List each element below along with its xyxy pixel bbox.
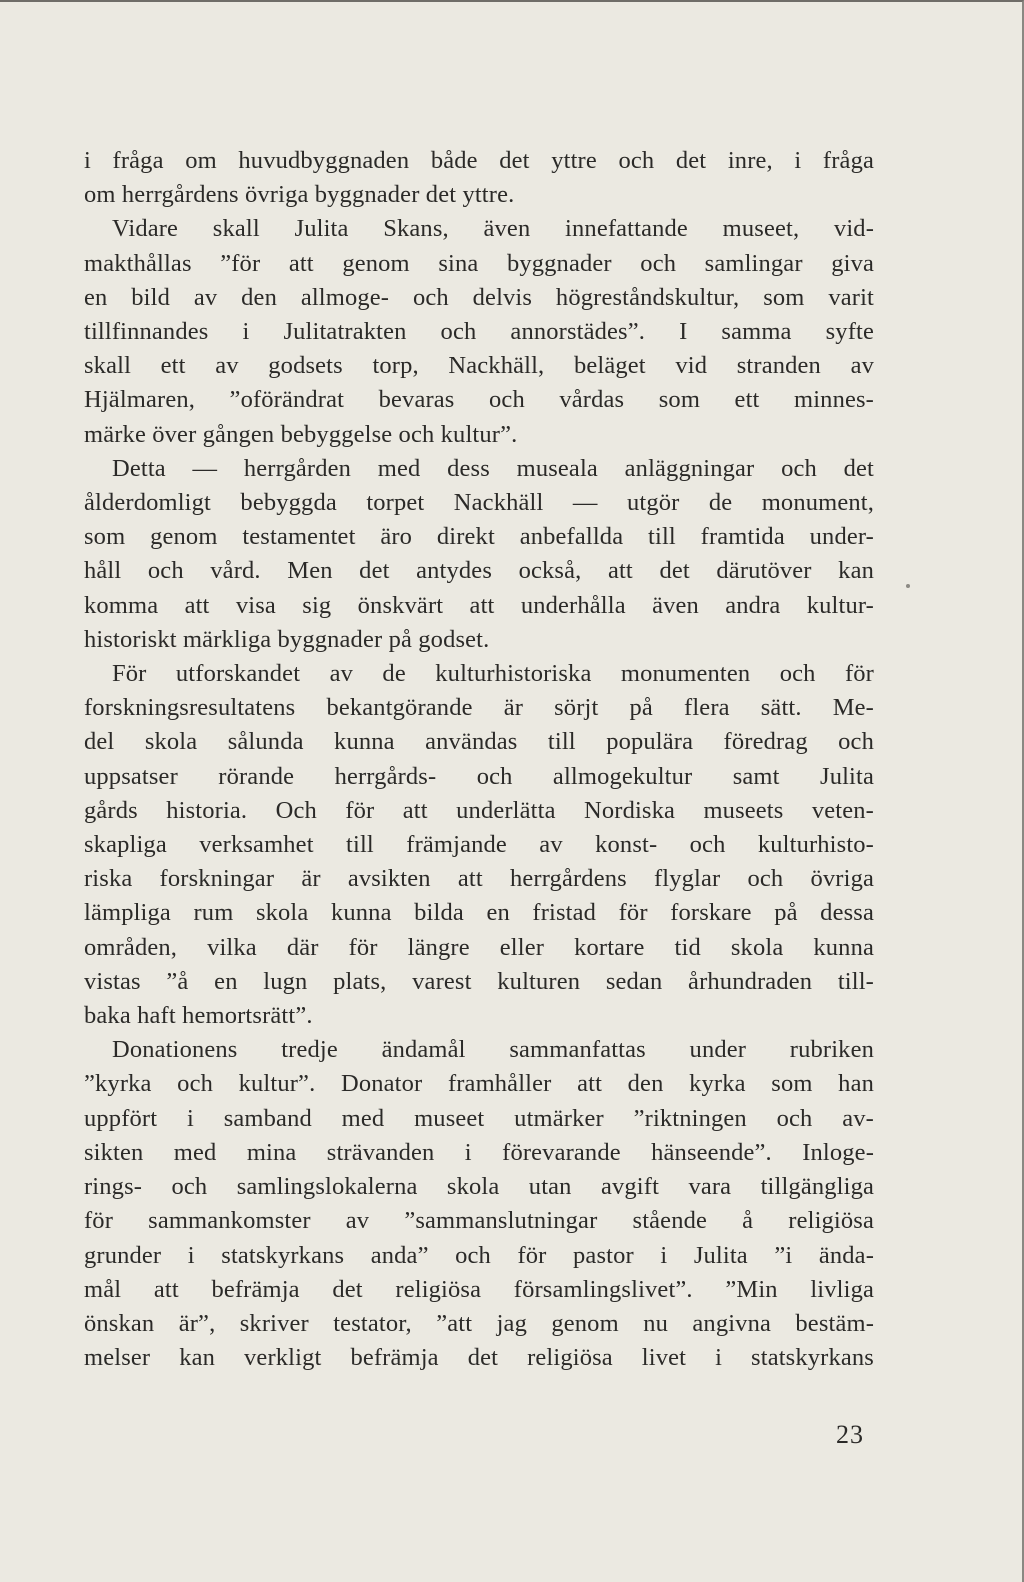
text-line: Hjälmaren, ”oförändrat bevaras och vårdas som ett minnes- [84,386,874,414]
text-line: Vidare skall Julita Skans, även innefattande museet, vid- [112,215,874,243]
text-line: en bild av den allmoge- och delvis högreståndskultur, som varit [84,283,874,311]
text-line: komma att visa sig önskvärt att underhålla även andra kultur- [84,591,874,619]
body-text [84,144,874,1375]
text-line: lämpliga rum skola kunna bilda en fristad för forskare på dessa [84,899,874,927]
text-line: skapliga verksamhet till främjande av konst- och kulturhisto- [84,831,874,859]
text-line: baka haft hemortsrätt”. [84,1002,313,1030]
text-line: ålderdomligt bebyggda torpet Nackhäll — utgör de monument, [84,489,874,517]
text-line: gårds historia. Och för att underlätta Nordiska museets veten- [84,796,874,824]
text-line: rings- och samlingslokalerna skola utan avgift vara tillgängliga [84,1173,874,1201]
text-line: Donationens tredje ändamål sammanfattas under rubriken [112,1036,874,1064]
text-line: För utforskandet av de kulturhistoriska monumenten och för [112,660,874,688]
text-line: sikten med mina strävanden i förevarande hänseende”. Inloge- [84,1138,874,1166]
text-line: i fråga om huvudbyggnaden både det yttre och det inre, i fråga [84,147,874,174]
text-line: uppsatser rörande herrgårds- och allmogekultur samt Julita [84,762,874,790]
paper-speck [906,584,910,588]
text-line: tillfinnandes i Julitatrakten och annorstädes”. I samma syfte [84,318,874,346]
text-line: önskan är”, skriver testator, ”att jag genom nu angivna bestäm- [84,1309,874,1337]
text-line: områden, vilka där för längre eller kortare tid skola kunna [84,933,874,961]
text-line: om herrgårdens övriga byggnader det yttre. [84,181,515,209]
text-line: skall ett av godsets torp, Nackhäll, beläget vid stranden av [84,352,874,380]
text-line: för sammankomster av ”sammanslutningar stående å religiösa [84,1207,874,1235]
text-line: Detta — herrgården med dess museala anläggningar och det [112,454,874,482]
text-line: melser kan verkligt befrämja det religiösa livet i statskyrkans [84,1344,874,1372]
text-line: uppfört i samband med museet utmärker ”riktningen och av- [84,1104,874,1132]
text-line: håll och vård. Men det antydes också, att det därutöver kan [84,557,874,585]
text-line: ”kyrka och kultur”. Donator framhåller att den kyrka som han [84,1070,874,1098]
text-line: del skola sålunda kunna användas till populära föredrag och [84,728,874,756]
page-number: 23 [836,1420,864,1449]
text-line: riska forskningar är avsikten att herrgårdens flyglar och övriga [84,865,874,893]
text-line: makthållas ”för att genom sina byggnader och samlingar giva [84,249,874,277]
text-line: som genom testamentet äro direkt anbefallda till framtida under- [84,523,874,551]
text-line: forskningsresultatens bekantgörande är sörjt på flera sätt. Me- [84,694,874,722]
text-line: märke över gången bebyggelse och kultur”. [84,420,518,448]
text-line: historiskt märkliga byggnader på godset. [84,625,490,653]
text-line: vistas ”å en lugn plats, varest kulturen sedan århundraden till- [84,967,874,995]
text-line: grunder i statskyrkans anda” och för pastor i Julita ”i ända- [84,1241,874,1269]
text-line: mål att befrämja det religiösa församlingslivet”. ”Min livliga [84,1275,874,1303]
